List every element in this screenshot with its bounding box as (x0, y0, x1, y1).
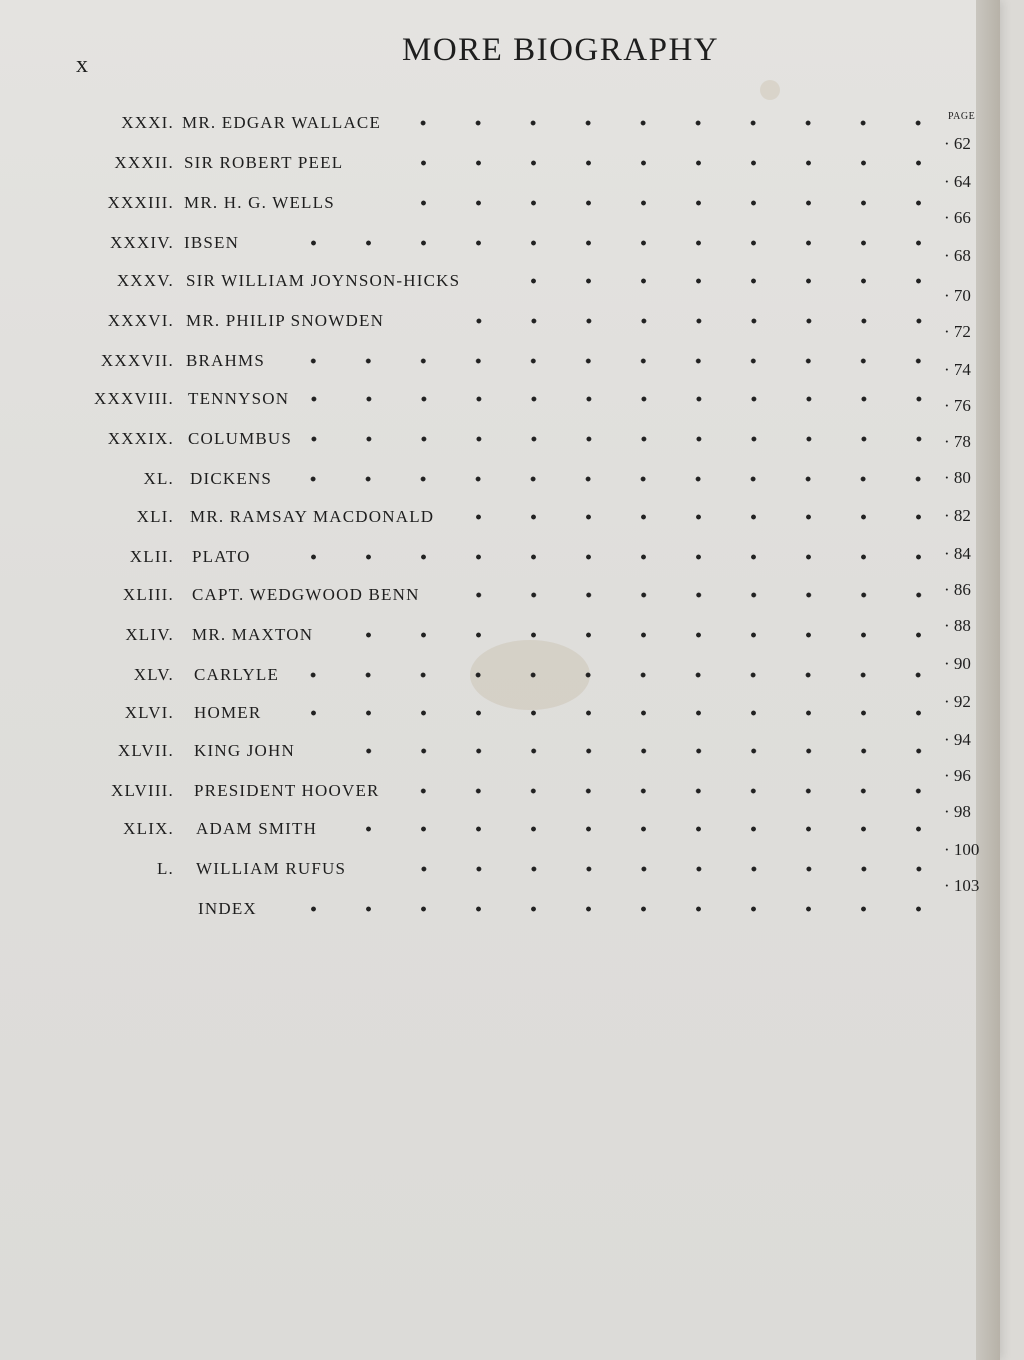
chapter-numeral: XXXI. (121, 113, 174, 132)
chapter-title: TENNYSON (188, 389, 290, 408)
dot-leader (396, 148, 930, 178)
dot-leader (419, 776, 930, 806)
dot-leader (308, 384, 930, 414)
page-number: · 70 (944, 286, 971, 305)
toc-entry (0, 306, 1000, 336)
chapter-numeral: XLI. (136, 507, 174, 526)
dot-leader (274, 698, 930, 728)
paper-stain (760, 80, 780, 100)
chapter-numeral: XXXII. (114, 153, 174, 172)
toc-entry (0, 502, 1000, 532)
dot-leader (308, 424, 930, 454)
dot-leader (438, 306, 930, 336)
chapter-title: MR. MAXTON (192, 625, 314, 644)
chapter-numeral: XXXV. (116, 271, 174, 290)
page-number: · 88 (944, 616, 971, 635)
toc-entry (0, 384, 1000, 414)
toc-entry (0, 464, 1000, 494)
dot-leader (264, 228, 930, 258)
page-number: · 96 (944, 766, 971, 785)
dot-leader (279, 346, 930, 376)
toc-entry (0, 346, 1000, 376)
dot-leader (300, 660, 930, 690)
page-number: · 72 (944, 322, 971, 341)
chapter-title: MR. EDGAR WALLACE (182, 113, 382, 132)
chapter-title: MR. PHILIP SNOWDEN (186, 311, 385, 330)
dot-leader (327, 736, 930, 766)
chapter-title: SIR ROBERT PEEL (184, 153, 344, 172)
toc-entry (0, 620, 1000, 650)
dot-leader (530, 266, 930, 296)
page-number: · 62 (944, 134, 971, 153)
chapter-title: CARLYLE (194, 665, 280, 684)
dot-leader (278, 894, 930, 924)
page-number: · 66 (944, 208, 971, 227)
page-number: · 94 (944, 730, 971, 749)
page-number: · 100 (944, 840, 980, 859)
toc-entry (0, 108, 1000, 138)
chapter-numeral: XXXIV. (109, 233, 174, 252)
chapter-title: INDEX (198, 899, 257, 918)
dot-leader (468, 502, 930, 532)
toc-entry (0, 736, 1000, 766)
toc-entry (0, 148, 1000, 178)
chapter-title: ADAM SMITH (196, 819, 318, 838)
toc-entry (0, 542, 1000, 572)
chapter-title: MR. H. G. WELLS (184, 193, 335, 212)
dot-leader (457, 580, 930, 610)
page-number: · 103 (944, 876, 980, 895)
page-number: · 82 (944, 506, 971, 525)
chapter-title: IBSEN (184, 233, 240, 252)
chapter-title: SIR WILLIAM JOYNSON-HICKS (186, 271, 461, 290)
chapter-title: HOMER (194, 703, 262, 722)
dot-leader (382, 854, 930, 884)
dot-leader (342, 814, 930, 844)
page-column-label: PAGE (948, 111, 976, 122)
page-folio: x (76, 52, 89, 78)
chapter-title: PLATO (192, 547, 251, 566)
page-number: · 78 (944, 432, 971, 451)
toc-entry (0, 266, 1000, 296)
dot-leader (272, 542, 930, 572)
toc-entry (0, 580, 1000, 610)
chapter-numeral: L. (156, 859, 174, 878)
page-number: · 80 (944, 468, 971, 487)
chapter-numeral: XL. (143, 469, 174, 488)
page-number: · 68 (944, 246, 971, 265)
running-head: MORE BIOGRAPHY (402, 32, 720, 68)
page-number: · 74 (944, 360, 971, 379)
toc-entry (0, 698, 1000, 728)
chapter-title: COLUMBUS (188, 429, 293, 448)
chapter-numeral: XXXVII. (100, 351, 174, 370)
page-number: · 64 (944, 172, 971, 191)
page-number: · 76 (944, 396, 971, 415)
dot-leader (338, 620, 930, 650)
toc-entry (0, 854, 1000, 884)
chapter-numeral: XLVI. (124, 703, 174, 722)
chapter-numeral: XLVIII. (110, 781, 174, 800)
chapter-numeral: XXXIII. (107, 193, 174, 212)
chapter-numeral: XLIX. (123, 819, 174, 838)
chapter-numeral: XLIII. (122, 585, 174, 604)
chapter-numeral: XLIV. (125, 625, 174, 644)
chapter-title: KING JOHN (194, 741, 295, 760)
dot-leader (296, 464, 930, 494)
toc-entry (0, 814, 1000, 844)
page-number: · 92 (944, 692, 971, 711)
toc-entry (0, 424, 1000, 454)
chapter-title: DICKENS (190, 469, 273, 488)
chapter-numeral: XLV. (133, 665, 174, 684)
chapter-title: CAPT. WEDGWOOD BENN (192, 585, 420, 604)
chapter-title: PRESIDENT HOOVER (194, 781, 380, 800)
chapter-title: WILLIAM RUFUS (196, 859, 347, 878)
toc-entry (0, 228, 1000, 258)
chapter-numeral: XXXIX. (107, 429, 174, 448)
page-number: · 84 (944, 544, 971, 563)
page-number: · 90 (944, 654, 971, 673)
chapter-numeral: XLII. (129, 547, 174, 566)
chapter-numeral: XLVII. (117, 741, 174, 760)
chapter-title: BRAHMS (186, 351, 266, 370)
toc-entry (0, 660, 1000, 690)
page-number: · 86 (944, 580, 971, 599)
toc-entry (0, 894, 1000, 924)
page-number: · 98 (944, 802, 971, 821)
chapter-numeral: XXXVI. (107, 311, 174, 330)
dot-leader (420, 108, 930, 138)
chapter-title: MR. RAMSAY MACDONALD (190, 507, 435, 526)
chapter-numeral: XXXVIII. (94, 389, 174, 408)
toc-entry (0, 776, 1000, 806)
toc-entry (0, 188, 1000, 218)
dot-leader (396, 188, 930, 218)
